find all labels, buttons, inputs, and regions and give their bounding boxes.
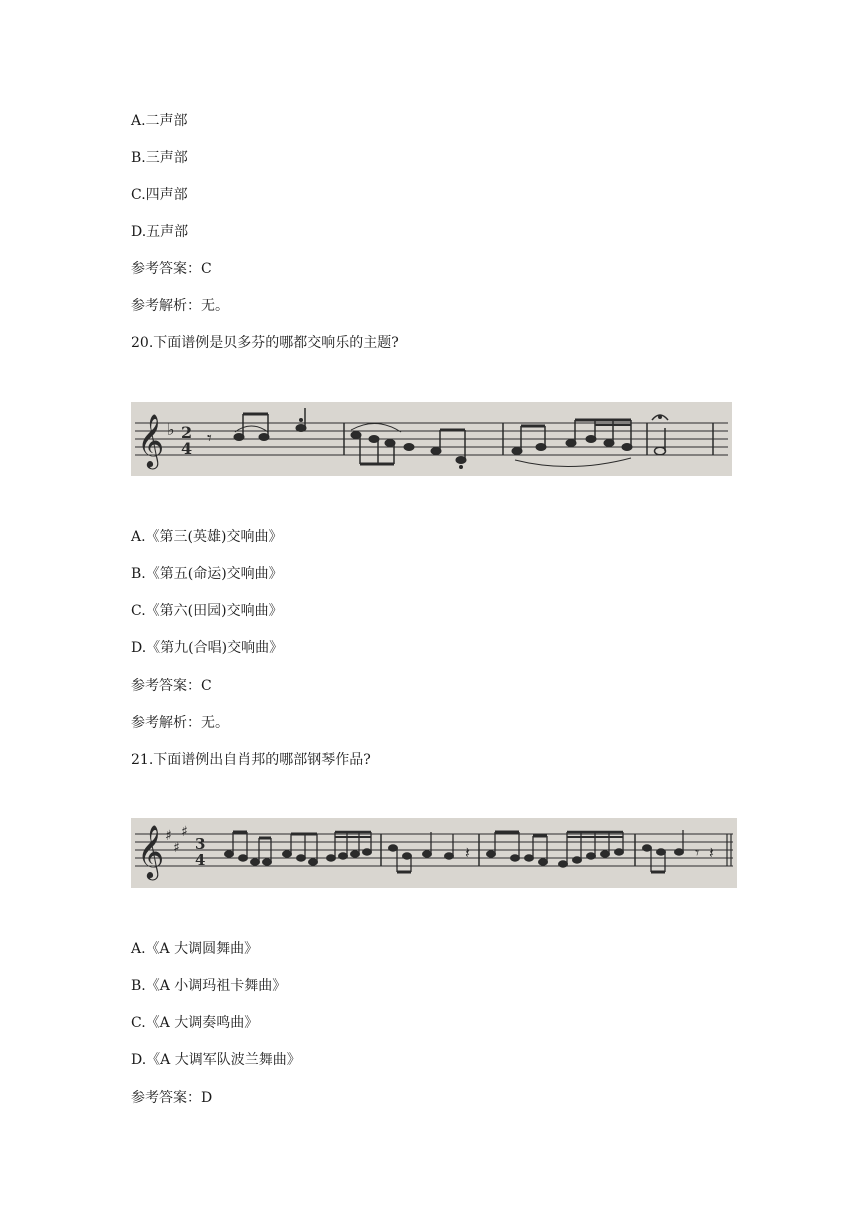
treble-clef-icon: 𝄞: [137, 824, 165, 878]
time-signature-bottom: 4: [195, 851, 206, 869]
score-image-q21: [131, 818, 737, 888]
answer-prev: 参考答案：C: [131, 261, 212, 277]
question-20-answer: 参考答案：C: [131, 678, 212, 694]
analysis-prev: 参考解析：无。: [131, 298, 229, 314]
question-21-option-c: C.《A 大调奏鸣曲》: [131, 1015, 259, 1031]
question-20-text: 20.下面谱例是贝多芬的哪都交响乐的主题?: [131, 335, 399, 351]
notes-measure-1: [234, 408, 306, 441]
sharp-sign-icon: ♯: [181, 824, 188, 840]
question-20-analysis: 参考解析：无。: [131, 715, 229, 731]
notes-measure-4: [652, 415, 668, 455]
question-21-option-a: A.《A 大调圆舞曲》: [131, 941, 259, 957]
question-20-option-c: C.《第六(田园)交响曲》: [131, 603, 283, 619]
eighth-rest-icon: 𝄾: [207, 428, 212, 449]
score-image-q20: [131, 402, 732, 476]
question-20-option-a: A.《第三(英雄)交响曲》: [131, 529, 283, 545]
quarter-rest-icon: 𝄽: [709, 843, 714, 862]
time-signature-bottom: 4: [181, 439, 193, 458]
notes-measure-3: [512, 420, 632, 467]
question-21-option-b: B.《A 小调玛祖卡舞曲》: [131, 978, 287, 994]
score-q21-svg: [131, 818, 737, 888]
notes-measure-1-q21: [225, 832, 372, 865]
time-signature-top: 3: [195, 835, 206, 853]
treble-clef-icon: 𝄞: [137, 413, 165, 467]
time-signature-top: 2: [181, 423, 193, 442]
option-a-prev: A.二声部: [131, 113, 188, 129]
question-21-text: 21.下面谱例出自肖邦的哪部钢琴作品?: [131, 752, 371, 768]
question-21-answer: 参考答案：D: [131, 1090, 213, 1106]
question-21-option-d: D.《A 大调军队波兰舞曲》: [131, 1052, 301, 1068]
quarter-rest-icon: 𝄽: [465, 843, 470, 862]
question-20-option-d: D.《第九(合唱)交响曲》: [131, 640, 284, 656]
notes-measure-2: [351, 423, 466, 468]
sharp-sign-icon: ♯: [173, 840, 180, 856]
question-20-option-b: B.《第五(命运)交响曲》: [131, 566, 283, 582]
flat-sign-icon: ♭: [167, 420, 175, 439]
eighth-rest-icon: 𝄾: [695, 843, 700, 862]
option-b-prev: B.三声部: [131, 150, 188, 166]
option-d-prev: D.五声部: [131, 224, 189, 240]
score-q20-svg: [131, 402, 732, 476]
option-c-prev: C.四声部: [131, 187, 188, 203]
sharp-sign-icon: ♯: [165, 828, 172, 844]
